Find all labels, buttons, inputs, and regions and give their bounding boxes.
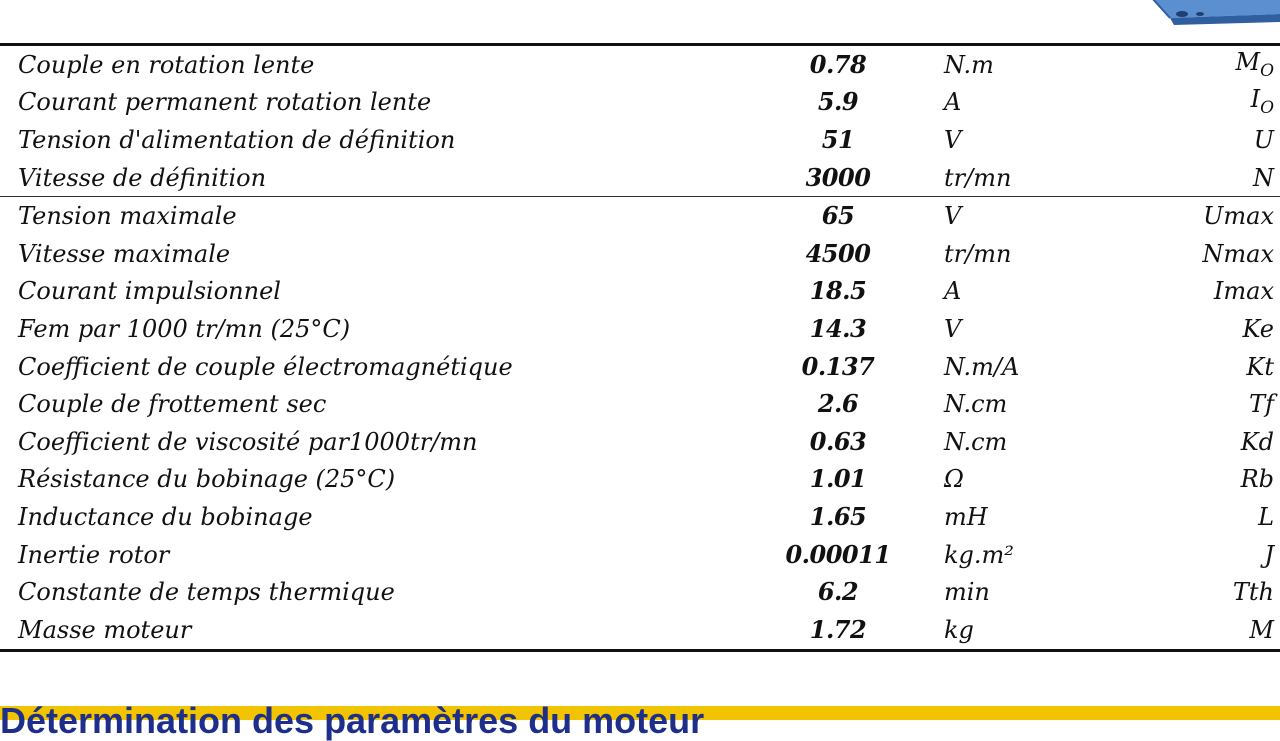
parameter-label: Inductance du bobinage bbox=[18, 502, 313, 531]
parameter-label: Courant permanent rotation lente bbox=[18, 88, 432, 117]
parameter-symbol: J bbox=[1264, 540, 1274, 569]
parameter-unit: kg bbox=[944, 615, 974, 644]
parameter-value: 6.2 bbox=[817, 577, 859, 607]
table-row bbox=[0, 310, 1280, 348]
parameter-value: 18.5 bbox=[809, 276, 867, 306]
parameter-symbol: Rb bbox=[1240, 465, 1274, 494]
table-row bbox=[0, 273, 1280, 311]
parameter-unit: V bbox=[944, 314, 962, 343]
parameter-label: Couple en rotation lente bbox=[18, 50, 315, 79]
parameter-label: Coefficient de viscosité par1000tr/mn bbox=[18, 427, 478, 456]
parameter-unit: N.m bbox=[944, 50, 994, 79]
specifications-table-body bbox=[0, 45, 1280, 651]
parameter-label: Vitesse maximale bbox=[18, 239, 231, 268]
parameter-value: 1.72 bbox=[809, 614, 867, 644]
parameter-symbol-base: I bbox=[1250, 85, 1261, 114]
parameter-value: 65 bbox=[758, 197, 918, 235]
parameter-label: Courant impulsionnel bbox=[18, 277, 281, 306]
table-row bbox=[0, 348, 1280, 386]
table-row bbox=[0, 536, 1280, 574]
parameter-unit: tr/mn bbox=[944, 163, 1012, 192]
parameter-value: 4500 bbox=[805, 238, 871, 268]
parameter-label: Fem par 1000 tr/mn (25°C) bbox=[18, 314, 351, 343]
parameter-value: 3000 bbox=[805, 162, 871, 192]
section-title-band bbox=[0, 700, 1280, 741]
parameter-unit: A bbox=[944, 277, 962, 306]
parameter-unit: kg.m² bbox=[944, 540, 1014, 569]
table-row bbox=[0, 385, 1280, 423]
parameter-symbol: U bbox=[1253, 125, 1274, 154]
parameter-unit: Ω bbox=[944, 465, 964, 494]
table-row bbox=[0, 498, 1280, 536]
parameter-label: Inertie rotor bbox=[18, 540, 170, 569]
parameter-value: 0.78 bbox=[809, 49, 867, 79]
parameter-symbol: Kd bbox=[1240, 427, 1274, 456]
specifications-table bbox=[0, 43, 1280, 652]
table-row bbox=[0, 235, 1280, 273]
parameter-label: Tension maximale bbox=[0, 197, 758, 235]
parameter-value: 51 bbox=[821, 124, 855, 154]
parameter-unit: N.m/A bbox=[944, 352, 1020, 381]
section-title: Détermination des paramètres du moteur bbox=[0, 700, 705, 741]
parameter-symbol: Tf bbox=[1249, 390, 1274, 419]
parameter-symbol: L bbox=[1258, 502, 1274, 531]
parameter-label: Masse moteur bbox=[18, 615, 192, 644]
table-row bbox=[0, 423, 1280, 461]
table-row bbox=[0, 84, 1280, 122]
parameter-value: 1.65 bbox=[809, 501, 867, 531]
parameter-value: 0.137 bbox=[801, 351, 875, 381]
table-row bbox=[0, 573, 1280, 611]
parameter-symbol bbox=[1144, 84, 1280, 122]
parameter-unit: A bbox=[944, 88, 962, 117]
table-row bbox=[0, 197, 1280, 235]
parameter-value: 1.01 bbox=[809, 464, 867, 494]
table-row bbox=[0, 159, 1280, 197]
parameter-symbol: Tth bbox=[1232, 578, 1274, 607]
parameter-value: 0.00011 bbox=[785, 539, 891, 569]
parameter-label: Couple de frottement sec bbox=[18, 390, 327, 419]
parameter-symbol-subscript: O bbox=[1260, 98, 1274, 119]
parameter-symbol-base: M bbox=[1235, 47, 1261, 76]
parameter-value: 2.6 bbox=[817, 389, 859, 419]
table-row bbox=[0, 611, 1280, 650]
parameter-unit: V bbox=[918, 197, 1144, 235]
table-row bbox=[0, 461, 1280, 499]
parameter-label: Vitesse de définition bbox=[18, 163, 267, 192]
motor-bracket-icon bbox=[1130, 0, 1280, 32]
parameter-unit: V bbox=[944, 125, 962, 154]
parameter-symbol: M bbox=[1249, 615, 1274, 644]
parameter-unit: N.cm bbox=[944, 390, 1008, 419]
parameter-label: Constante de temps thermique bbox=[18, 578, 395, 607]
parameter-symbol: Umax bbox=[1144, 197, 1280, 235]
parameter-symbol: Ke bbox=[1242, 314, 1274, 343]
parameter-symbol: Kt bbox=[1246, 352, 1274, 381]
parameter-symbol bbox=[1144, 45, 1280, 84]
parameter-symbol: N bbox=[1253, 163, 1274, 192]
parameter-label: Résistance du bobinage (25°C) bbox=[18, 465, 396, 494]
parameter-value: 5.9 bbox=[817, 87, 859, 117]
table-row bbox=[0, 121, 1280, 159]
parameter-label: Tension d'alimentation de définition bbox=[18, 125, 456, 154]
parameter-unit: min bbox=[944, 578, 990, 607]
parameter-unit: mH bbox=[944, 502, 988, 531]
table-row bbox=[0, 45, 1280, 84]
parameter-symbol: Imax bbox=[1213, 277, 1274, 306]
parameter-symbol: Nmax bbox=[1202, 239, 1274, 268]
parameter-value: 0.63 bbox=[809, 426, 867, 456]
parameter-unit: N.cm bbox=[944, 427, 1008, 456]
parameter-unit: tr/mn bbox=[944, 239, 1012, 268]
parameter-value: 14.3 bbox=[809, 313, 867, 343]
parameter-label: Coefficient de couple électromagnétique bbox=[18, 352, 513, 381]
parameter-symbol-subscript: O bbox=[1260, 60, 1274, 81]
